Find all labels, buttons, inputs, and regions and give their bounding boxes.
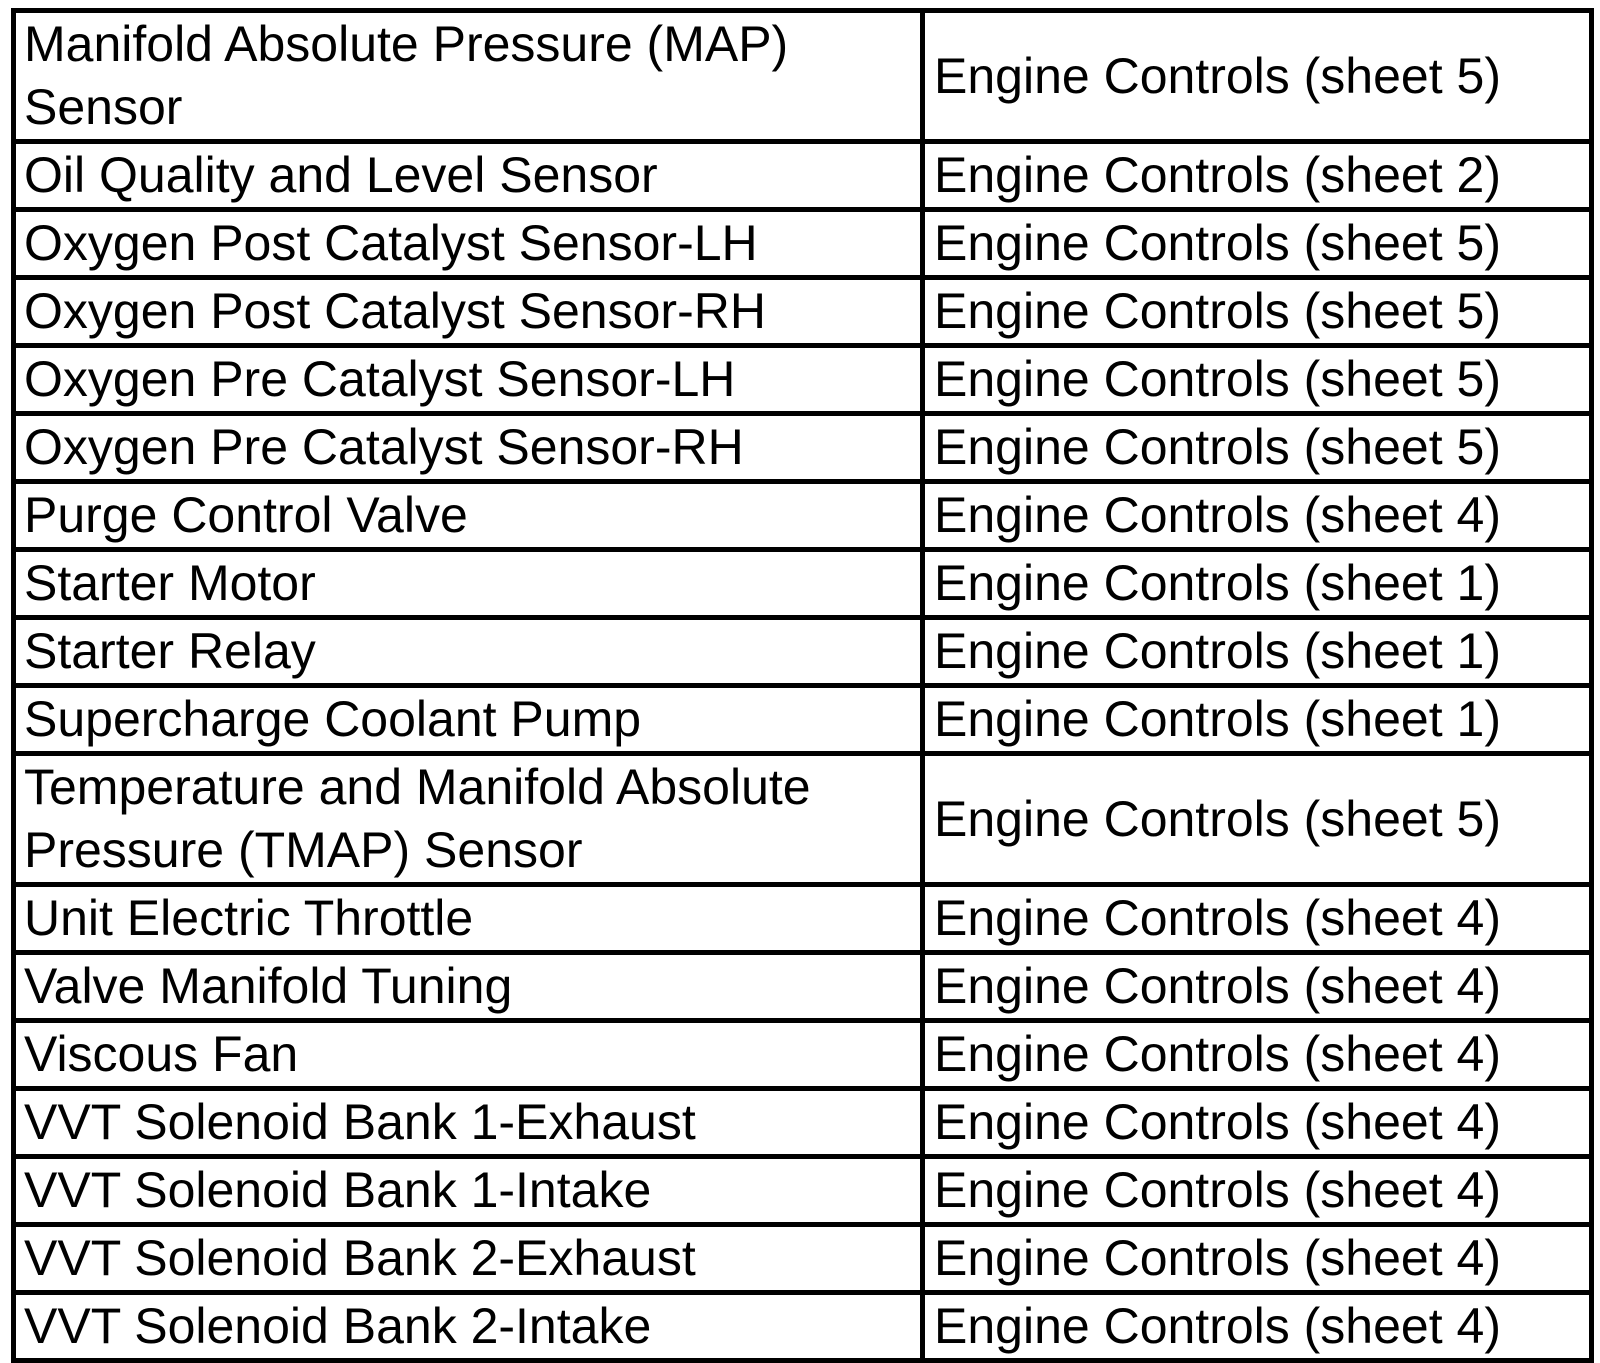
- reference-cell: Engine Controls (sheet 4): [923, 1021, 1592, 1089]
- reference-cell: Engine Controls (sheet 5): [923, 754, 1592, 885]
- component-cell: Oil Quality and Level Sensor: [14, 142, 923, 210]
- table-row: [14, 346, 1592, 414]
- reference-cell: Engine Controls (sheet 1): [923, 550, 1592, 618]
- table-row: [14, 210, 1592, 278]
- component-cell: VVT Solenoid Bank 1-Intake: [14, 1157, 923, 1225]
- reference-cell: Engine Controls (sheet 5): [923, 11, 1592, 142]
- reference-cell: Engine Controls (sheet 4): [923, 1089, 1592, 1157]
- reference-cell: Engine Controls (sheet 5): [923, 346, 1592, 414]
- table-row: [14, 686, 1592, 754]
- table-row: [14, 482, 1592, 550]
- table-row: [14, 11, 1592, 142]
- component-cell: Temperature and Manifold Absolute Pressure (TMAP) Sensor: [14, 754, 923, 885]
- table-row: [14, 953, 1592, 1021]
- table-row: [14, 142, 1592, 210]
- reference-cell: Engine Controls (sheet 4): [923, 885, 1592, 953]
- reference-cell: Engine Controls (sheet 5): [923, 414, 1592, 482]
- component-cell: Unit Electric Throttle: [14, 885, 923, 953]
- table-row: [14, 1293, 1592, 1361]
- reference-cell: Engine Controls (sheet 4): [923, 953, 1592, 1021]
- component-cell: Starter Motor: [14, 550, 923, 618]
- table-row: [14, 1021, 1592, 1089]
- table-row: [14, 618, 1592, 686]
- reference-cell: Engine Controls (sheet 4): [923, 1225, 1592, 1293]
- reference-cell: Engine Controls (sheet 4): [923, 1293, 1592, 1361]
- component-cell: Purge Control Valve: [14, 482, 923, 550]
- table-row: [14, 885, 1592, 953]
- component-cell: Manifold Absolute Pressure (MAP) Sensor: [14, 11, 923, 142]
- component-cell: Valve Manifold Tuning: [14, 953, 923, 1021]
- component-cell: Supercharge Coolant Pump: [14, 686, 923, 754]
- table-row: [14, 414, 1592, 482]
- component-cell: Oxygen Pre Catalyst Sensor-RH: [14, 414, 923, 482]
- component-cell: VVT Solenoid Bank 2-Exhaust: [14, 1225, 923, 1293]
- reference-cell: Engine Controls (sheet 4): [923, 482, 1592, 550]
- reference-cell: Engine Controls (sheet 2): [923, 142, 1592, 210]
- component-cell: Oxygen Post Catalyst Sensor-RH: [14, 278, 923, 346]
- component-cell: Starter Relay: [14, 618, 923, 686]
- component-cell: Oxygen Post Catalyst Sensor-LH: [14, 210, 923, 278]
- component-cell: Viscous Fan: [14, 1021, 923, 1089]
- component-cell: Oxygen Pre Catalyst Sensor-LH: [14, 346, 923, 414]
- reference-cell: Engine Controls (sheet 1): [923, 686, 1592, 754]
- reference-cell: Engine Controls (sheet 4): [923, 1157, 1592, 1225]
- component-cell: VVT Solenoid Bank 1-Exhaust: [14, 1089, 923, 1157]
- reference-cell: Engine Controls (sheet 1): [923, 618, 1592, 686]
- component-location-table: [11, 8, 1594, 1363]
- component-cell: VVT Solenoid Bank 2-Intake: [14, 1293, 923, 1361]
- table-row: [14, 1157, 1592, 1225]
- reference-cell: Engine Controls (sheet 5): [923, 210, 1592, 278]
- reference-cell: Engine Controls (sheet 5): [923, 278, 1592, 346]
- table-row: [14, 754, 1592, 885]
- table-row: [14, 278, 1592, 346]
- table-row: [14, 550, 1592, 618]
- table-row: [14, 1225, 1592, 1293]
- table-row: [14, 1089, 1592, 1157]
